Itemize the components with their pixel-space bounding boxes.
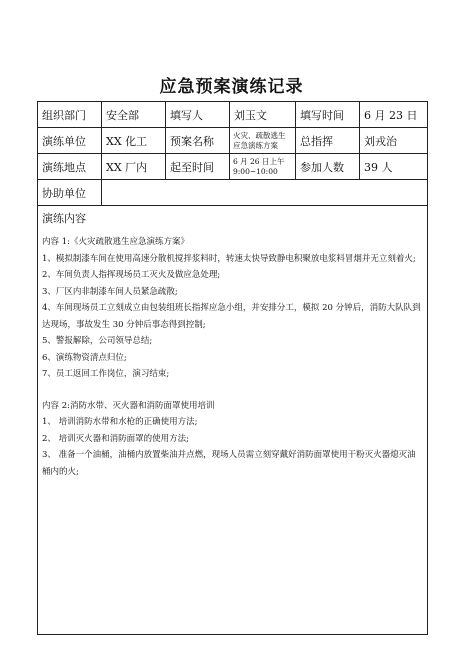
unit-value: XX 化工 — [102, 128, 166, 154]
page-title: 应急预案演练记录 — [159, 77, 304, 97]
section1-item: 2、车间负责人指挥现场员工灭火及做应急处理; — [42, 270, 221, 280]
assist-value — [102, 180, 428, 206]
form-row-unit — [38, 128, 428, 154]
section1-item: 7、员工返回工作岗位，演习结束; — [42, 369, 170, 379]
section1-item: 3、厂区内非制漆车间人员紧急疏散; — [42, 286, 178, 297]
participants-value: 39 人 — [360, 154, 428, 180]
filler-value: 刘玉文 — [230, 102, 296, 128]
section2-item: 3、 准备一个油桶，油桶内放置柴油并点燃，现场人员需立刻穿戴好消防面罩使用干粉灭火器熄灭油桶内的火; — [42, 450, 416, 477]
content-heading: 演练内容 — [42, 212, 86, 225]
fill-date-value: 6 月 23 日 — [360, 102, 428, 128]
form-row-assist — [38, 180, 428, 206]
commander-label: 总指挥 — [296, 128, 360, 154]
participants-label: 参加人数 — [296, 154, 360, 180]
commander-value: 刘戎治 — [360, 128, 428, 154]
section1-item: 5、警报解除，公司领导总结; — [42, 336, 153, 346]
assist-label: 协助单位 — [38, 180, 102, 206]
section1-item: 6、演练物资清点归位; — [42, 352, 127, 363]
plan-name-label: 预案名称 — [166, 128, 230, 154]
time-range-value: 6 月 26 日上午 9:00~10:00 — [230, 154, 296, 180]
section2-title: 内容 2:消防水带、灭火器和消防面罩使用培训 — [42, 400, 215, 411]
filler-label: 填写人 — [166, 102, 230, 128]
section1-title: 内容 1:《火灾疏散逃生应急演练方案》 — [42, 237, 189, 247]
time-range-label: 起至时间 — [166, 154, 230, 180]
org-label: 组织部门 — [38, 102, 102, 128]
location-label: 演练地点 — [38, 154, 102, 180]
section1-item: 1、模拟制漆车间在使用高速分散机搅拌浆料时，转速太快导致静电积聚放电浆料冒烟并无立刻着火; — [42, 253, 416, 264]
unit-label: 演练单位 — [38, 128, 102, 154]
section2-item: 2、 培训灭火器和消防面罩的使用方法; — [42, 433, 189, 444]
form-row-location — [38, 154, 428, 180]
section1-item: 4、车间现场员工立刻成立由包装组班长指挥应急小组，并安排分工，模拟 20 分钟后，消防大队队到达现场，事故发生 30 分钟后事态得到控制; — [42, 303, 421, 330]
section-spacer — [42, 383, 423, 398]
fill-date-label: 填写时间 — [296, 102, 360, 128]
location-value: XX 厂内 — [102, 154, 166, 180]
plan-name-value: 火灾、疏散逃生应急演练方案 — [230, 128, 296, 154]
form-row-organization — [38, 102, 428, 128]
org-value: 安全部 — [102, 102, 166, 128]
form-row-content — [38, 206, 428, 635]
drill-record-form — [37, 101, 428, 635]
drill-content-cell — [38, 206, 428, 635]
section2-item: 1、 培训消防水带和水枪的正确使用方法; — [42, 417, 198, 427]
